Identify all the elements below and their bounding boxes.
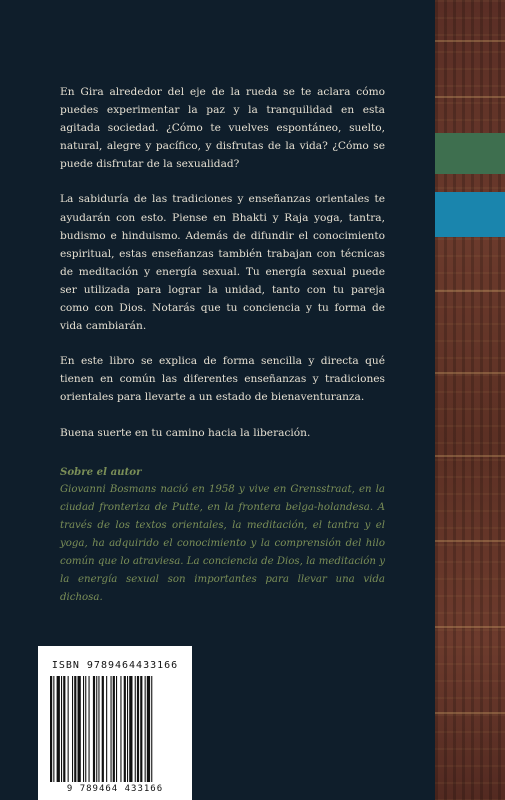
- barcode-bar: [113, 676, 115, 782]
- barcode-bar: [74, 676, 76, 782]
- barcode-bar: [151, 676, 152, 782]
- barcode-bar: [85, 676, 86, 782]
- barcode-bar: [106, 676, 107, 782]
- barcode-bars: [50, 676, 184, 782]
- barcode-bar: [120, 676, 121, 782]
- barcode-bar: [111, 676, 112, 782]
- barcode-bar: [124, 676, 126, 782]
- blurb-paragraph-3: En este libro se explica de forma sencilla y directa qué tienen en común las diferentes enseñanzas y tradiciones orientales para llevarte a un estado de bienaventuranza.: [60, 355, 385, 404]
- about-author-title: Sobre el autor: [60, 465, 142, 478]
- wood-texture-strip: [435, 0, 505, 800]
- barcode-bar: [63, 676, 65, 782]
- barcode-bar: [78, 676, 81, 782]
- wood-grain: [435, 540, 505, 542]
- isbn-label: ISBN 9789464433166: [51, 660, 179, 671]
- barcode-bar: [83, 676, 84, 782]
- wood-grain: [435, 626, 505, 628]
- blurb-paragraph-4: Buena suerte en tu camino hacia la liberación.: [60, 426, 311, 439]
- green-color-band: [435, 133, 505, 174]
- wood-grain: [435, 96, 505, 98]
- barcode-bar: [102, 676, 104, 782]
- barcode-bar: [61, 676, 62, 782]
- barcode: [38, 646, 192, 800]
- blurb-paragraph-2: La sabiduría de las tradiciones y enseñanzas orientales te ayudarán con esto. Piense en Bhakti y Raja yoga, tantra, budismo e hinduismo. Además de difundir el conocimiento espiritual, estas enseñanzas también trabajan con técnicas de meditación y energía sexual. Tu energía sexual puede ser utilizada para lograr la unidad, tanto con tu pareja como con Dios. Notarás que tu conciencia y tu forma de vida cambiarán.: [60, 193, 385, 333]
- barcode-bar: [68, 676, 69, 782]
- barcode-bar: [57, 676, 60, 782]
- barcode-bar: [140, 676, 142, 782]
- barcode-bar: [145, 676, 146, 782]
- wood-grain: [435, 712, 505, 714]
- wood-grain: [435, 455, 505, 457]
- barcode-bar: [116, 676, 117, 782]
- about-author-body: Giovanni Bosmans nació en 1958 y vive en Grensstraat, en la ciudad fronteriza de Putte, en la frontera belga-holandesa. A través de los textos orientales, la meditación, el tantra y el yoga, ha adquirido el conocimiento y la comprensión del hilo común que lo atraviesa. La conciencia de Dios, la meditación y la energía sexual son importantes para llevar una vida dichosa.: [60, 483, 385, 603]
- barcode-bar: [96, 676, 97, 782]
- barcode-bar: [53, 676, 54, 782]
- barcode-bar: [50, 676, 52, 782]
- barcode-bar: [127, 676, 128, 782]
- barcode-bar: [135, 676, 136, 782]
- barcode-bar: [147, 676, 150, 782]
- wood-grain: [435, 372, 505, 374]
- wood-grain: [435, 40, 505, 42]
- wood-grain: [435, 290, 505, 292]
- barcode-bar: [89, 676, 90, 782]
- blurb-paragraph-1: En Gira alrededor del eje de la rueda se te aclara cómo puedes experimentar la paz y la tranquilidad en esta agitada sociedad. ¿Cómo te vuelves espontáneo, suelto, natural, alegre y pacífico, y disfrutas de la vida? ¿Cómo se puede disfrutar de la sexualidad?: [60, 86, 385, 171]
- blue-color-band: [435, 192, 505, 237]
- barcode-bar: [129, 676, 132, 782]
- barcode-bar: [98, 676, 99, 782]
- barcode-bar: [137, 676, 139, 782]
- isbn-digits: 9 789464 433166: [66, 784, 164, 794]
- barcode-bar: [72, 676, 73, 782]
- about-author: [60, 463, 385, 607]
- blurb-text: [60, 83, 385, 607]
- barcode-bar: [93, 676, 95, 782]
